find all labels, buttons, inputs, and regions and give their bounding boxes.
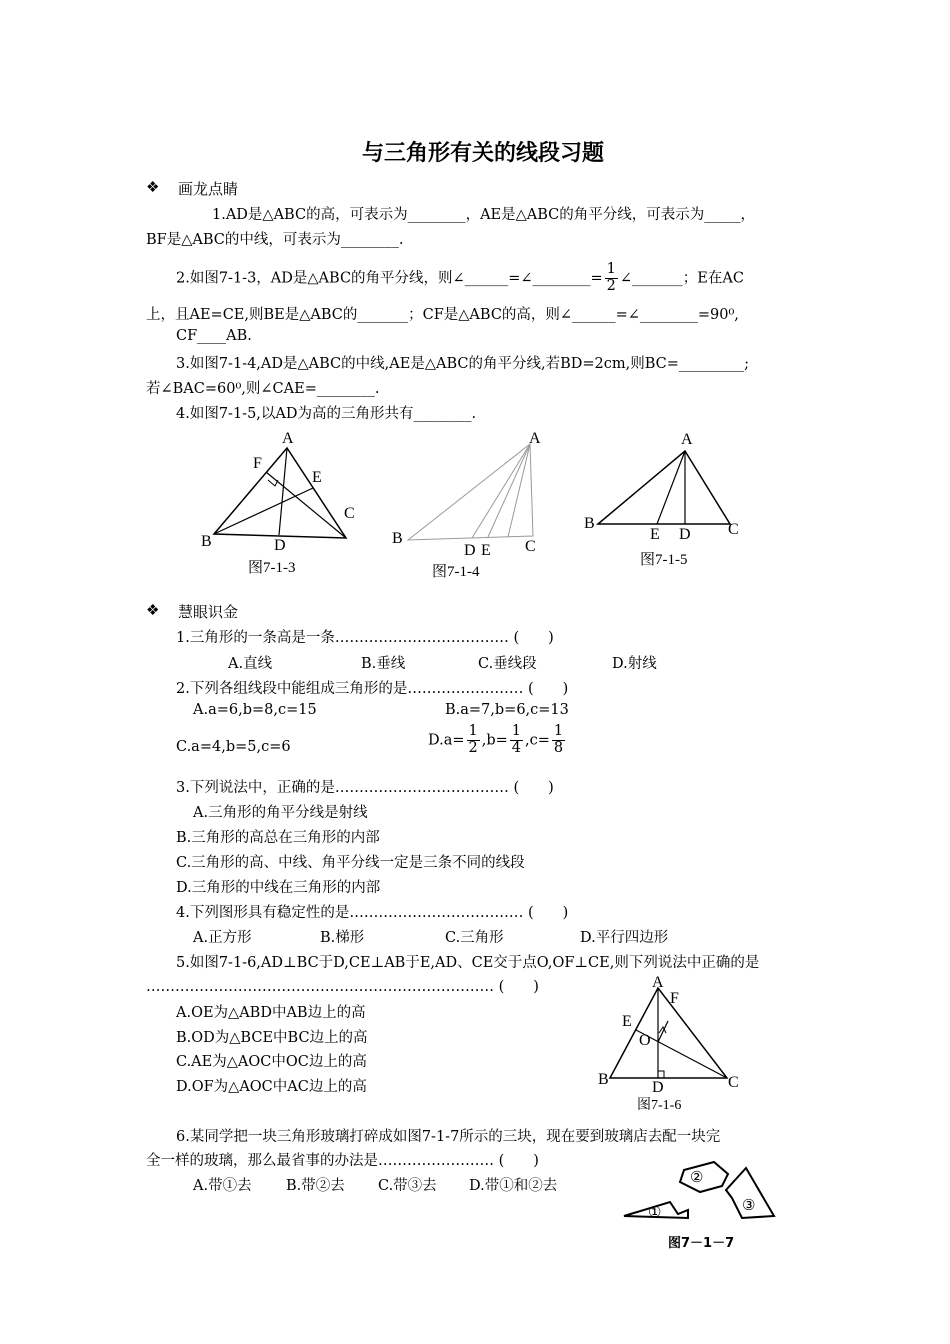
fig713-ad [279,448,287,535]
fig715-label-a: A [681,431,693,448]
s2-q1-opt-b: B.垂线 [361,656,406,672]
fig716-caption: 图7-1-6 [637,1098,682,1113]
fig715-label-c: C [728,521,739,538]
s1-q2-line1-b: ∠_______；E在AC [619,270,744,287]
figure-7-1-7 [618,1160,783,1222]
s2-q3-opt-b: B.三角形的高总在三角形的内部 [176,830,380,846]
s1-q2-line1 [176,262,744,295]
fig717-caption: 图7－1－7 [668,1236,735,1251]
fig713-label-c: C [344,505,355,522]
fig713-label-b: B [201,533,212,550]
fraction-eighth: $\frac{1}{8}$ [553,723,564,756]
s2-q2-opt-c: C.a=4,b=5,c=6 [176,739,291,755]
fig716-triangle [610,988,727,1078]
s1-q2-line2: 上，且AE=CE,则BE是△ABC的_______；CF是△ABC的高，则∠______=∠________=90⁰, [146,307,739,323]
s1-q3-line2: 若∠BAC=60⁰,则∠CAE=________. [146,381,380,397]
fig714-ae [488,444,530,537]
s1-q1-line1: 1.AD是△ABC的高，可表示为________，AE是△ABC的角平分线，可表示为_____， [212,207,756,223]
fig715-caption: 图7-1-5 [640,552,688,568]
s2-q5-line2: ……………………………………………………………… ( ) [146,979,539,995]
fig713-label-a: A [282,430,294,447]
s2-q6-opt-b: B.带②去 [286,1178,345,1194]
fig716-right-angle-d [658,1071,664,1078]
s2-q5-line1: 5.如图7-1-6,AD⊥BC于D,CE⊥AB于E,AD、CE交于点O,OF⊥CE,则下列说法中正确的是 [176,955,760,971]
fig716-label-c: C [728,1074,739,1091]
fig714-triangle [408,444,533,540]
fig717-label-3: ③ [742,1198,756,1214]
s2-q6-line2: 全一样的玻璃，那么最省事的办法是…………………… ( ) [146,1153,539,1169]
fig716-label-a: A [652,974,664,991]
s2-q1-opt-d: D.射线 [612,656,657,672]
section1-heading: 画龙点睛 [178,180,239,198]
s2-q2: 2.下列各组线段中能组成三角形的是…………………… ( ) [176,681,569,697]
fig717-piece-2 [680,1162,728,1192]
s2-q5-opt-c: C.AE为△AOC中OC边上的高 [176,1054,367,1070]
s2-q6-opt-c: C.带③去 [378,1178,437,1194]
fig714-label-d: D [464,542,476,559]
fig715-label-b: B [584,515,595,532]
fig716-label-e: E [622,1013,632,1030]
s1-q4: 4.如图7-1-5,以AD为高的三角形共有________. [176,406,477,422]
fig713-caption: 图7-1-3 [248,560,296,576]
figure-7-1-4 [388,426,558,561]
fig713-cf [266,472,346,538]
figure-7-1-6 [592,972,752,1094]
s2-q4-opt-b: B.梯形 [320,930,365,946]
s2-q5-opt-b: B.OD为△BCE中BC边上的高 [176,1030,368,1046]
fraction-half: $\frac{1}{2}$ [468,723,478,756]
fig717-label-2: ② [690,1170,704,1186]
s2-q1-opt-c: C.垂线段 [478,656,537,672]
s2-q6-opt-d: D.带①和②去 [469,1178,558,1194]
fig713-be [214,488,313,534]
s1-q2-line3: CF____AB. [176,328,252,344]
fig713-label-e: E [312,469,322,486]
page-title: 与三角形有关的线段习题 [362,141,605,166]
fig714-label-b: B [392,530,403,547]
s2-q2-opt-b: B.a=7,b=6,c=13 [445,702,569,718]
fig713-label-d: D [274,537,286,554]
s1-q3-line1: 3.如图7-1-4,AD是△ABC的中线,AE是△ABC的角平分线,若BD=2cm,则BC=_________; [176,356,750,372]
fig714-label-e: E [481,542,491,559]
s2-q2-opt-a: A.a=6,b=8,c=15 [193,702,317,718]
s2-q3-opt-d: D.三角形的中线在三角形的内部 [176,880,381,896]
section2-bullet: ❖ [146,601,160,619]
fraction-quarter: $\frac{1}{4}$ [511,723,522,756]
figure-7-1-3 [196,426,368,576]
s2-q4-opt-c: C.三角形 [445,930,504,946]
fig714-extra [508,444,530,537]
s2-q4: 4.下列图形具有稳定性的是……………………………… ( ) [176,905,569,921]
fig714-label-a: A [529,430,541,447]
fig714-caption: 图7-1-4 [432,564,480,580]
s2-q3-opt-c: C.三角形的高、中线、角平分线一定是三条不同的线段 [176,855,525,871]
s1-q2-line1-a: 2.如图7-1-3，AD是△ABC的角平分线，则∠______=∠________= [176,270,603,287]
fig715-label-e: E [650,526,660,543]
fig716-label-d: D [652,1079,664,1094]
s2-q2-opt-d: D.a= $\frac{1}{2}$ ,b= $\frac{1}{4}$ ,c= $\frac{1}{8}$ [428,723,564,756]
section1-bullet: ❖ [146,178,160,196]
fig715-triangle [598,451,730,524]
fig715-label-d: D [679,526,691,543]
s2-q1: 1.三角形的一条高是一条……………………………… ( ) [176,630,554,646]
s2-q4-opt-a: A.正方形 [193,930,252,946]
s2-q3-opt-a: A.三角形的角平分线是射线 [193,805,368,821]
fig713-label-f: F [253,455,262,472]
s2-q5-opt-d: D.OF为△AOC中AC边上的高 [176,1079,367,1095]
s2-q6-line1: 6.某同学把一块三角形玻璃打碎成如图7-1-7所示的三块，现在要到玻璃店去配一块完 [176,1129,721,1145]
figure-7-1-5 [580,426,750,551]
fig716-label-b: B [598,1071,609,1088]
section2-heading: 慧眼识金 [178,603,239,621]
fig716-label-o: O [639,1032,651,1049]
fig717-label-1: ① [648,1205,662,1221]
fig714-ad [472,444,530,538]
fig714-label-c: C [525,538,536,555]
fig716-label-f: F [670,990,679,1007]
s2-q1-opt-a: A.直线 [228,656,273,672]
s2-q3: 3.下列说法中，正确的是……………………………… ( ) [176,780,554,796]
s2-q4-opt-d: D.平行四边形 [580,930,669,946]
one-half-fraction: $\frac{1}{2}$ [606,261,616,294]
s1-q1-line2: BF是△ABC的中线，可表示为________. [146,232,404,248]
s2-q6-opt-a: A.带①去 [193,1178,252,1194]
s2-q5-opt-a: A.OE为△ABD中AB边上的高 [176,1005,366,1021]
